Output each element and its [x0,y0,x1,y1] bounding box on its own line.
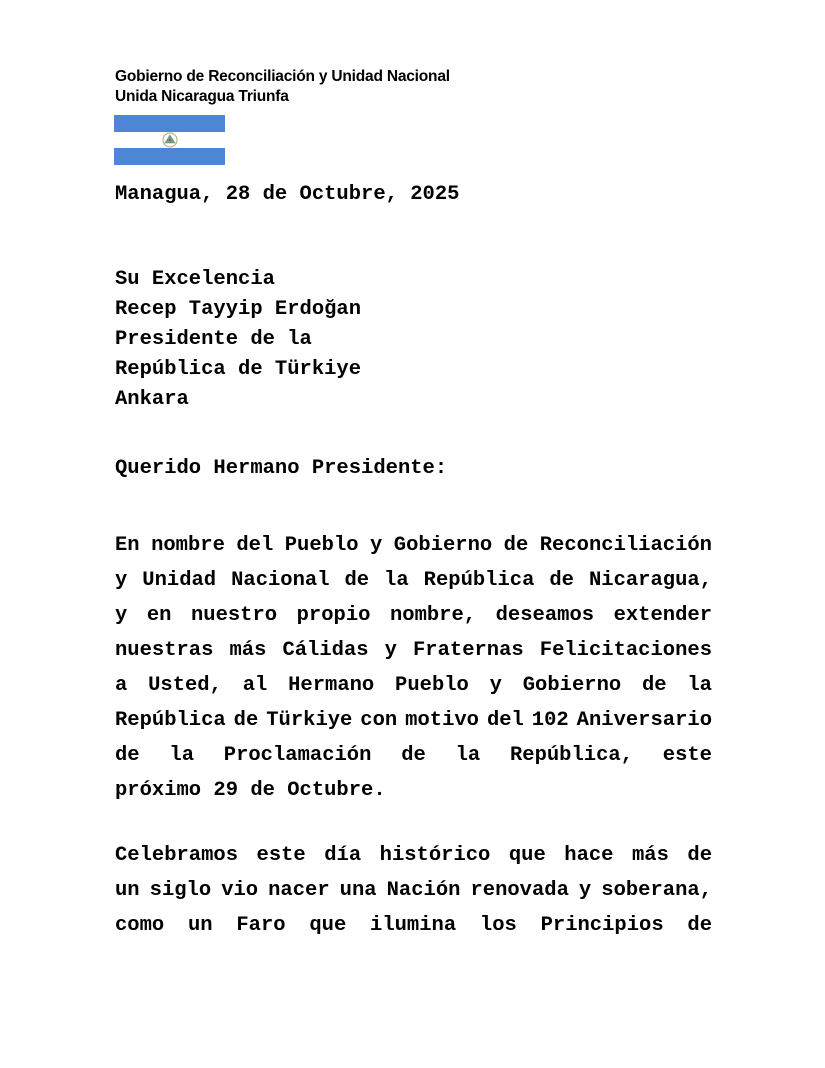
recipient-name: Recep Tayyip Erdoğan [115,298,362,321]
letterhead-government-name: Gobierno de Reconciliación y Unidad Nacional [115,68,450,85]
body-paragraph-2 [115,838,712,943]
flag-bottom-stripe [114,148,225,165]
letter-date: Managua, 28 de Octubre, 2025 [115,183,460,206]
flag-middle-stripe [114,132,225,149]
paragraph-line: a Usted, al Hermano Pueblo y Gobierno de la [115,674,712,697]
paragraph-line: de la Proclamación de la República, este [115,744,712,767]
recipient-position: Presidente de la [115,328,312,351]
coat-of-arms-icon [162,132,178,148]
nicaragua-flag-icon [114,115,225,165]
paragraph-line: como un Faro que ilumina los Principios de [115,914,712,937]
paragraph-line: nuestras más Cálidas y Fraternas Felicitaciones [115,639,712,662]
body-paragraph-1 [115,528,712,808]
paragraph-line: República de Türkiye con motivo del 102 Aniversario [115,709,712,732]
paragraph-line: y en nuestro propio nombre, deseamos extender [115,604,712,627]
flag-top-stripe [114,115,225,132]
paragraph-line: un siglo vio nacer una Nación renovada y soberana, [115,879,712,902]
letterhead-slogan: Unida Nicaragua Triunfa [115,88,289,105]
recipient-country: República de Türkiye [115,358,362,381]
recipient-city: Ankara [115,388,189,411]
paragraph-line: En nombre del Pueblo y Gobierno de Reconciliación [115,534,712,557]
paragraph-line: Celebramos este día histórico que hace más de [115,844,712,867]
paragraph-line: próximo 29 de Octubre. [115,779,386,802]
letterhead [115,67,450,107]
salutation: Querido Hermano Presidente: [115,457,448,480]
recipient-title: Su Excelencia [115,268,275,291]
recipient-block [115,265,361,415]
paragraph-line: y Unidad Nacional de la República de Nicaragua, [115,569,712,592]
